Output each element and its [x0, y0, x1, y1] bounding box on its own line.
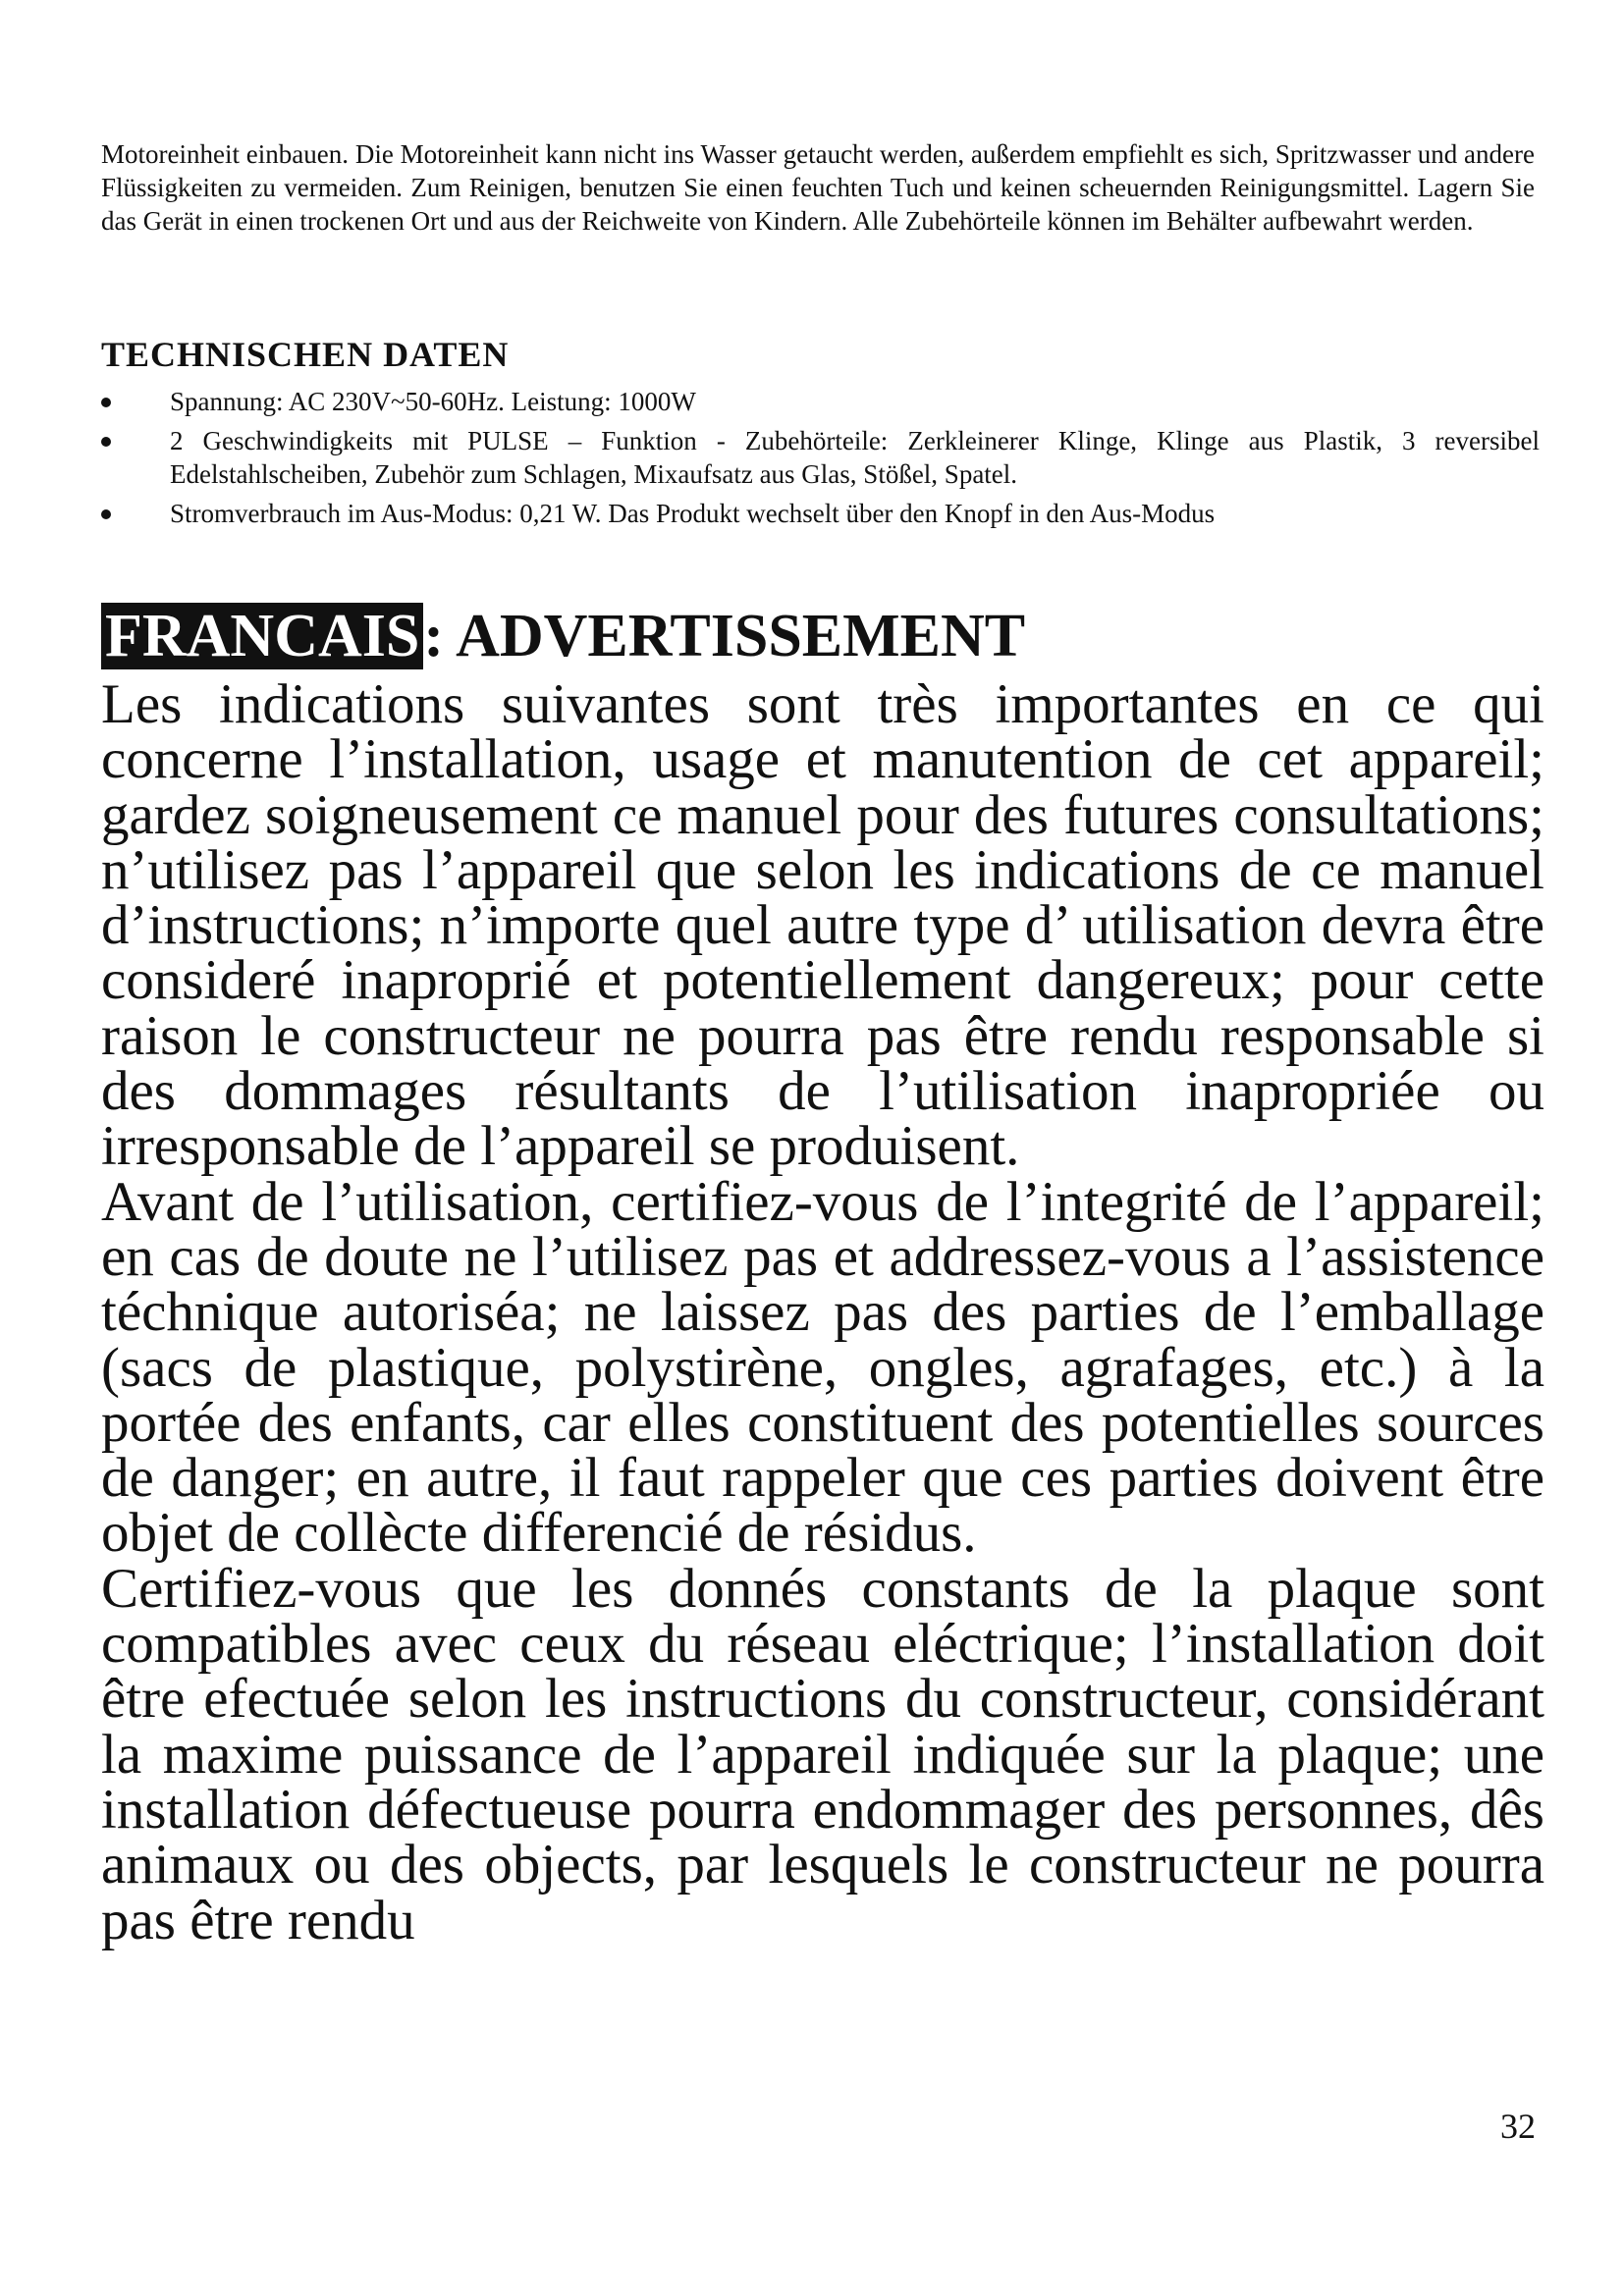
list-item	[101, 424, 1540, 491]
intro-paragraph: Motoreinheit einbauen. Die Motoreinheit kann nicht ins Wasser getaucht werden, außerdem empfiehlt es sich, Spritzwasser und andere Flüssigkeiten zu vermeiden. Zum Reinigen, benutzen Sie einen feuchten Tuch und keinen scheuernden Reinigungsmittel. Lagern Sie das Gerät in einen trockenen Ort und aus der Reichweite von Kindern. Alle Zubehörteile können im Behälter aufbewahrt werden.	[101, 139, 1535, 236]
list-item-text: 2 Geschwindigkeits mit PULSE – Funktion - Zubehörteile: Zerkleinerer Klinge, Klinge aus Plastik, 3 reversibel Edelstahlscheiben, Zubehör zum Schlagen, Mixaufsatz aus Glas, Stößel, Spatel.	[170, 426, 1540, 489]
list-item-text: Spannung: AC 230V~50-60Hz. Leistung: 1000W	[170, 387, 696, 416]
french-warning-text	[101, 673, 1544, 1951]
bullet-icon	[101, 398, 111, 407]
page-number: 32	[1500, 2107, 1536, 2146]
list-item-text: Stromverbrauch im Aus-Modus: 0,21 W. Das Produkt wechselt über den Knopf in den Aus-Modus	[170, 499, 1216, 528]
list-item	[101, 497, 1540, 530]
paragraph: Certifiez-vous que les donnés constants de la plaque sont compatibles avec ceux du réseau eléctrique; l’installation doit être efectuée selon les instructions du constructeur, considérant la maxime puissance de l’appareil indiquée sur la plaque; une installation défectueuse pourra endommager des personnes, dês animaux ou des objects, par lesquels le constructeur ne pourra pas être rendu	[101, 1557, 1544, 1951]
bullet-icon	[101, 509, 111, 519]
language-label: FRANCAIS	[101, 603, 423, 669]
list-item	[101, 385, 1540, 418]
technical-data-title: TECHNISCHEN DATEN	[101, 335, 510, 374]
bullet-icon	[101, 437, 111, 447]
paragraph: Les indications suivantes sont très importantes en ce qui concerne l’installation, usage et manutention de cet appareil; gardez soigneusement ce manuel pour des futures consultations; n’utilisez pas l’appareil que selon les indications de ce manuel d’instructions; n’importe quel autre type d’ utilisation devra être consideré inaproprié et potentiellement dangereux; pour cette raison le constructeur ne pourra pas être rendu responsable si des dommages résultants de l’utilisation inapropriée ou irresponsable de l’appareil se produisent.	[101, 673, 1544, 1178]
french-section-heading	[101, 601, 1025, 671]
paragraph: Avant de l’utilisation, certifiez-vous de l’integrité de l’appareil; en cas de doute ne l’utilisez pas et addressez-vous a l’assistence téchnique autoriséa; ne laissez pas des parties de l’emballage (sacs de plastique, polystirène, ongles, agrafages, etc.) à la portée des enfants, car elles constituent des potentielles sources de danger; en autre, il faut rappeler que ces parties doivent être objet de collècte differencié de résidus.	[101, 1170, 1544, 1565]
technical-data-list	[101, 385, 1540, 536]
heading-title: : ADVERTISSEMENT	[423, 603, 1026, 669]
